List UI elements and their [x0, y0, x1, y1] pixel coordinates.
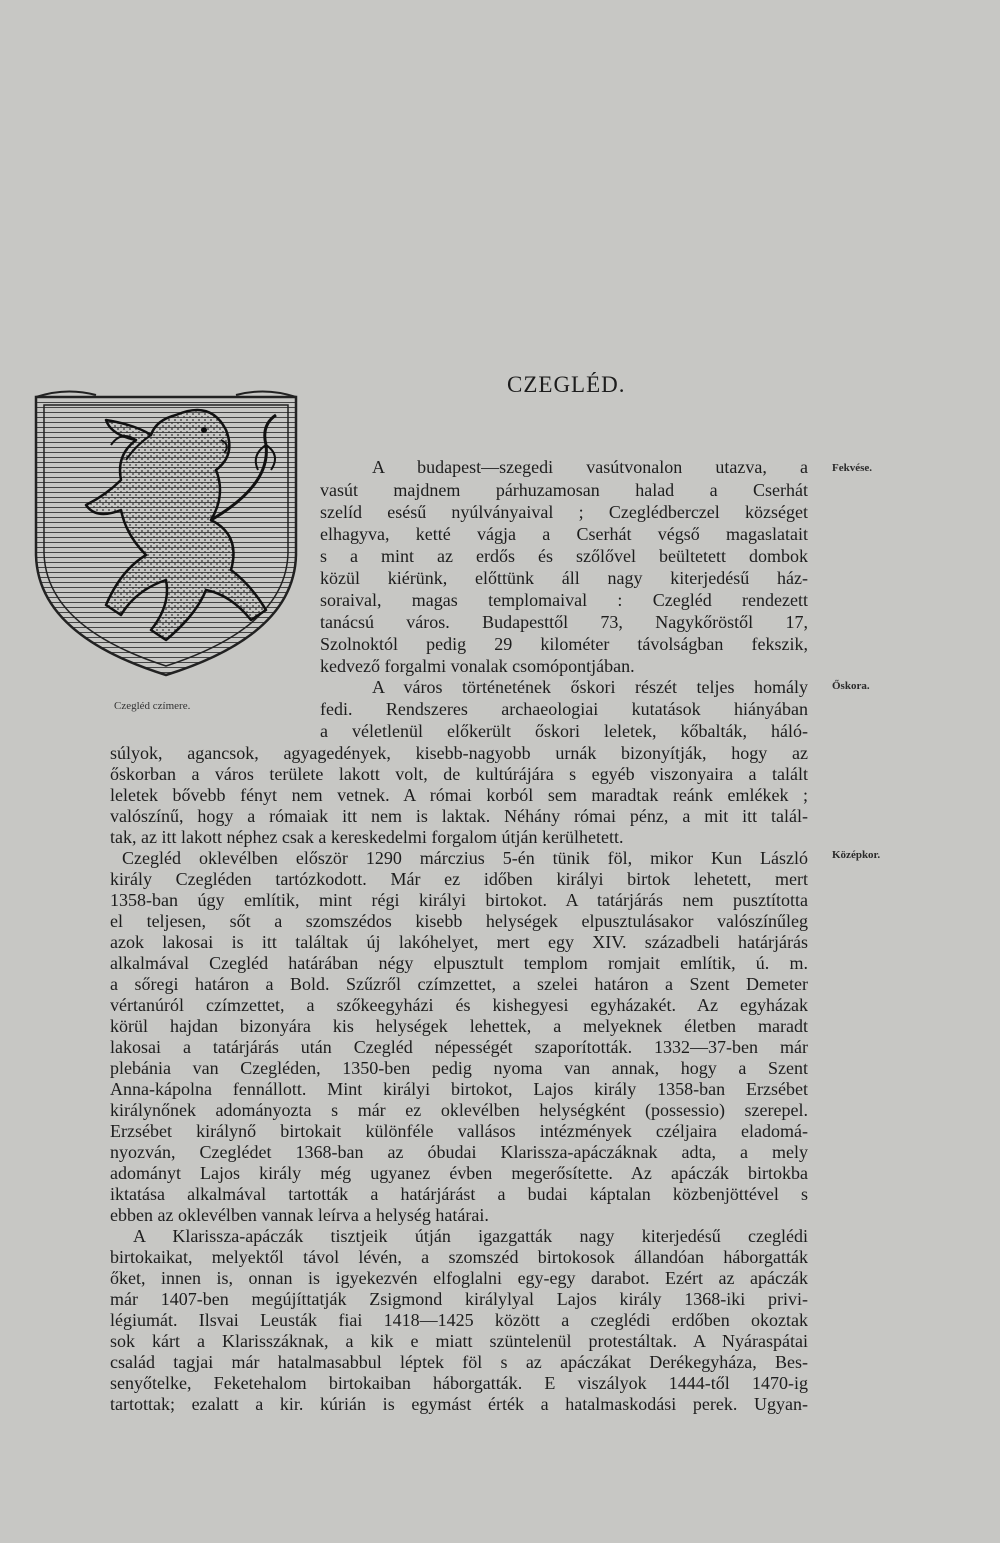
text-line: nyozván, Czeglédet 1368-ban az óbudai Klarissza-apáczáknak adta, a mely [110, 1142, 808, 1162]
text-line: elhagyva, ketté vágja a Cserhát végső magaslatait [320, 524, 808, 544]
page-title: CZEGLÉD. [507, 372, 626, 397]
text-line: birtokaikat, melyektől távol lévén, a szomszéd birtokosok állandóan háborgatták [110, 1247, 808, 1267]
text-line: tak, az itt lakott néphez csak a kereskedelmi forgalom útján kerülhetett. [110, 827, 624, 847]
text-line: vértanúról czímzettet, a szőkeegyházi és kishegyesi egyházakét. Az egyházak [110, 995, 808, 1015]
text-line: szelíd esésű nyúlványaival ; Czeglédberczel községet [320, 502, 808, 522]
text-line: sok kárt a Klarisszáknak, a kik e miatt szüntelenül protestáltak. A Nyáraspátai [110, 1331, 808, 1351]
text-line: őskorban a város területe lakott volt, de kultúrájára s egyéb viszonyaira a talált [110, 764, 808, 784]
text-line: súlyok, agancsok, agyagedények, kisebb-nagyobb urnák bizonyítják, hogy az [110, 743, 808, 763]
text-line: alkalmával Czegléd határában négy elpusztult templom romjait említik, ú. m. [110, 953, 808, 973]
text-line: király Czegléden tartózkodott. Már ez időben királyi birtok lehetett, mert [110, 869, 808, 889]
crest-caption: Czegléd czímere. [114, 700, 191, 712]
text-line: Szolnoktól pedig 29 kilométer távolságban fekszik, [320, 634, 808, 654]
text-line: ebben az oklevélben vannak leírva a helység határai. [110, 1205, 489, 1225]
text-line: iktatása alkalmával tartották a határjárást a budai káptalan közbenjöttével s [110, 1184, 808, 1204]
text-line: tartottak; ezalatt a kir. kúrián is egymást érték a hatalmaskodási perek. Ugyan- [110, 1394, 808, 1414]
margin-note-middle-ages: Középkor. [832, 849, 881, 861]
text-line: légiumát. Ilsvai Leusták fiai 1418—1425 között a czeglédi erdőben okoztak [110, 1310, 808, 1330]
text-line: vasút majdnem párhuzamosan halad a Cserhát [320, 480, 808, 500]
text-line: Erzsébet királynő birtokait különféle vallásos intézmények czéljaira eladomá- [110, 1121, 808, 1141]
text-line: már 1407-ben megújíttatják Zsigmond királylyal Lajos király 1368-iki privi- [110, 1289, 808, 1309]
text-line: Anna-kápolna fennállott. Mint királyi birtokot, Lajos király 1358-ban Erzsébet [110, 1079, 808, 1099]
text-line: valószínű, hogy a rómaiak itt nem is laktak. Néhány római pénz, a mit itt talál- [110, 806, 808, 826]
text-line: lakosai a tatárjárás után Czegléd népességét szaporították. 1332—37-ben már [110, 1037, 808, 1057]
text-line: család tagjai már hatalmasabbul léptek föl s az apáczákat Derékegyháza, Bes- [110, 1352, 808, 1372]
text-line: a sőregi határon a Bold. Szűzről czímzettet, a szelei határon a Szent Demeter [110, 974, 808, 994]
text-line: s a mint az erdős és szőlővel beültetett dombok [320, 546, 808, 566]
text-line: plebánia van Czegléden, 1350-ben pedig nyoma van annak, hogy a Szent [110, 1058, 808, 1078]
lion-rampant-crest-icon [26, 385, 306, 680]
margin-note-location: Fekvése. [832, 462, 873, 474]
text-line: kedvező forgalmi vonalak csomópontjában. [320, 656, 635, 676]
text-line: Czegléd oklevélben először 1290 márczius 5-én tünik föl, mikor Kun László [122, 848, 808, 868]
text-line: azok lakosai is itt találtak új lakóhelyet, mert egy XIV. századbeli határjárás [110, 932, 808, 952]
text-line: közül kiérünk, előttünk áll nagy kiterjedésű ház- [320, 568, 808, 588]
text-line: adományt Lajos király még ugyanez évben megerősítette. Az apáczák birtokba [110, 1163, 808, 1183]
margin-note-prehistory: Őskora. [832, 680, 870, 692]
text-line: el teljesen, sőt a szomszédos kisebb helységek elpusztulásakor valószínűleg [110, 911, 808, 931]
text-line: A város történetének őskori részét teljes homály [372, 677, 808, 697]
text-line: 1358-ban úgy említik, mint régi királyi birtokot. A tatárjárás nem pusztította [110, 890, 808, 910]
text-line: leletek bővebb fényt nem vetnek. A római korból sem maradtak reánk emlékek ; [110, 785, 808, 805]
text-line: királynőnek adományozta s már ez oklevélben helységként (possessio) szerepel. [110, 1100, 808, 1120]
text-line: A budapest—szegedi vasútvonalon utazva, a [372, 457, 808, 477]
text-line: körül hajdan bizonyára kis helységek lehettek, a melyeknek életben maradt [110, 1016, 808, 1036]
text-line: tanácsú város. Budapesttől 73, Nagykőröstől 17, [320, 612, 808, 632]
text-line: a véletlenül előkerült őskori leletek, kőbalták, háló- [320, 721, 808, 741]
text-line: senyőtelke, Feketehalom birtokaiban háborgatták. E viszályok 1444-től 1470-ig [110, 1373, 808, 1393]
text-line: őket, innen is, onnan is igyekezvén elfoglalni egy-egy darabot. Ezért az apáczák [110, 1268, 808, 1288]
text-line: A Klarissza-apáczák tisztjeik útján igazgatták nagy kiterjedésű czeglédi [133, 1226, 808, 1246]
text-line: fedi. Rendszeres archaeologiai kutatások hiányában [320, 699, 808, 719]
text-line: soraival, magas templomaival : Czegléd rendezett [320, 590, 808, 610]
